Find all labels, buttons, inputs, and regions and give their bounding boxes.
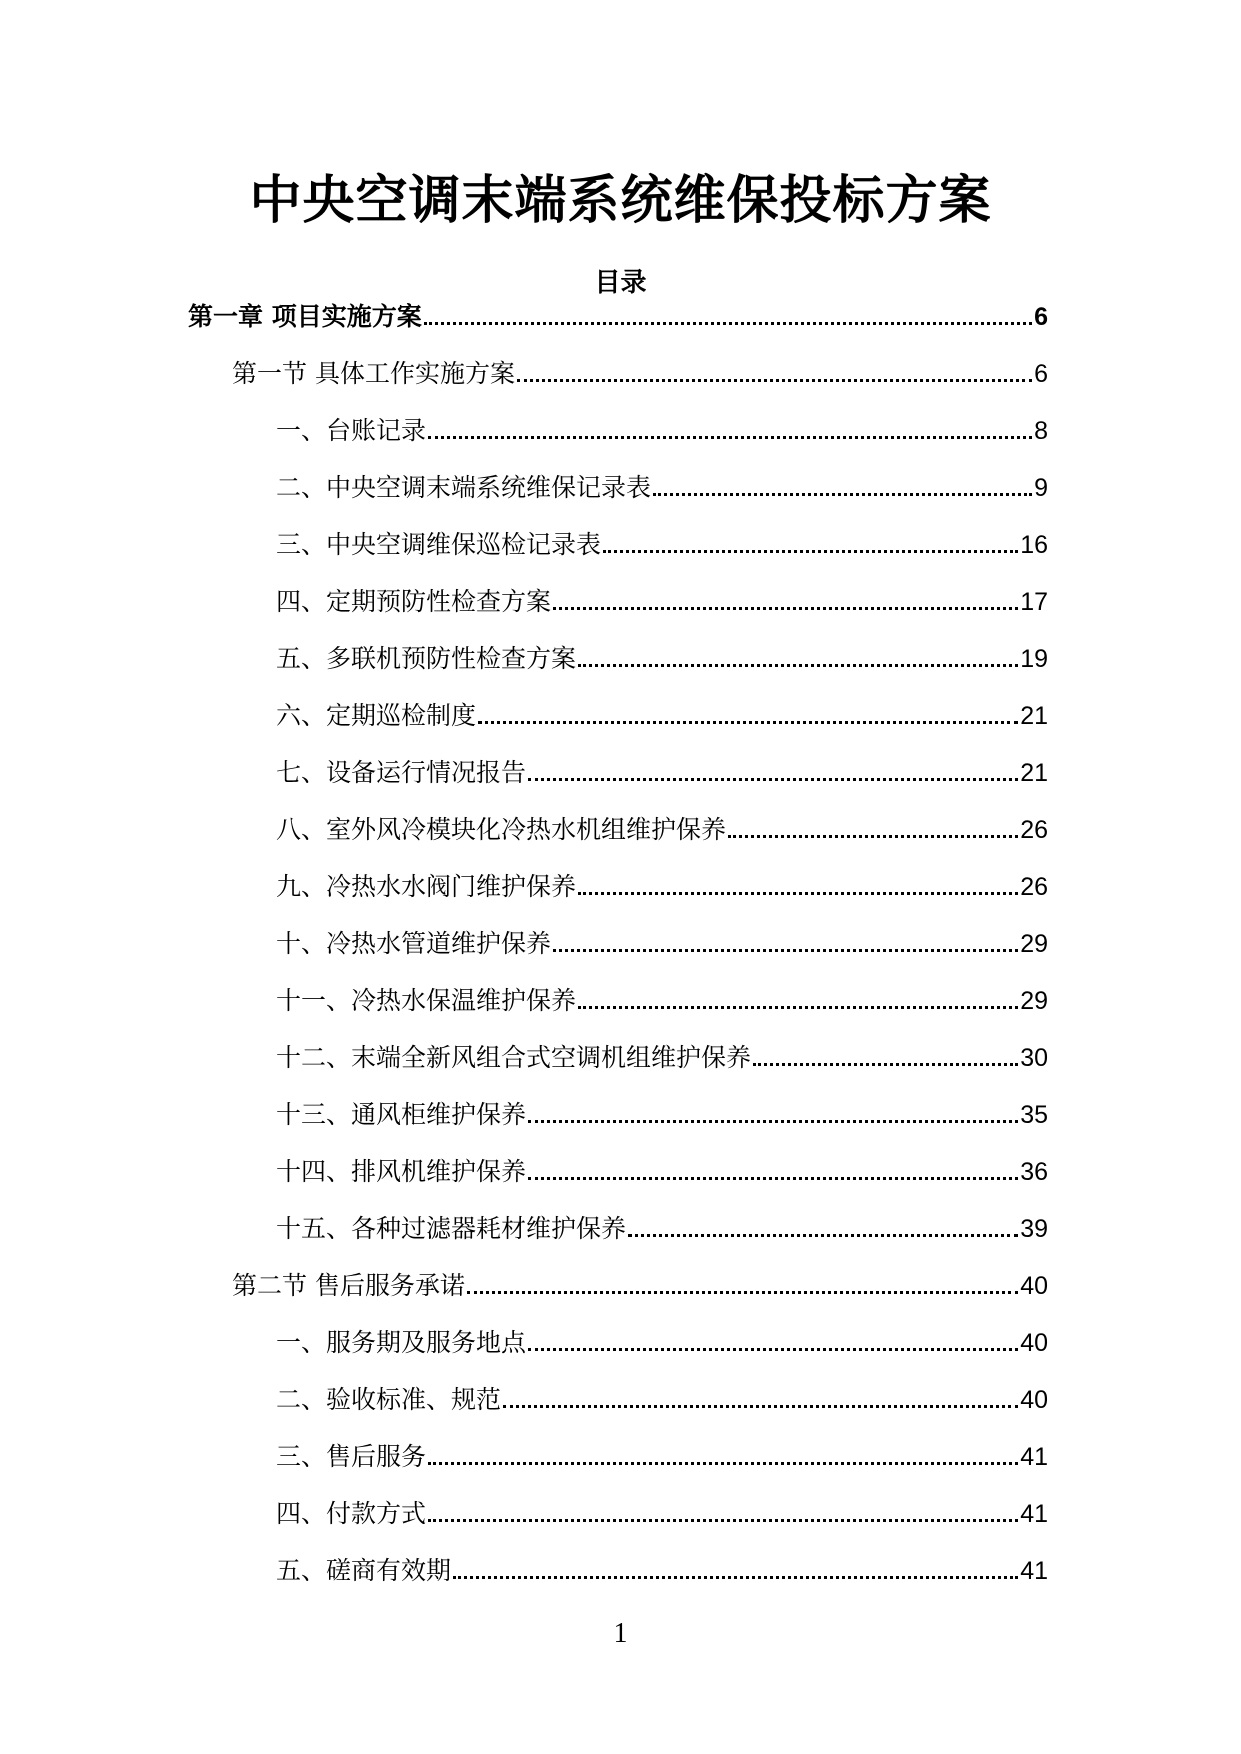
toc-entry-item[interactable] <box>276 806 1048 846</box>
toc-entry-label: 一、服务期及服务地点 <box>276 1328 527 1357</box>
toc-entry-item[interactable] <box>276 407 1048 447</box>
toc-leader-dots <box>467 1291 1018 1294</box>
toc-leader-dots <box>728 835 1018 838</box>
toc-entry-page: 40 <box>1020 1329 1048 1357</box>
toc-entry-label: 三、中央空调维保巡检记录表 <box>276 530 602 559</box>
toc-entry-page: 41 <box>1020 1557 1048 1585</box>
toc-entry-item[interactable] <box>276 578 1048 618</box>
toc-entry-label: 十四、排风机维护保养 <box>276 1157 527 1186</box>
toc-entry-label: 第一章 项目实施方案 <box>188 302 422 331</box>
toc-leader-dots <box>653 493 1032 496</box>
toc-leader-dots <box>553 607 1018 610</box>
toc-entry-item[interactable] <box>276 1091 1048 1131</box>
toc-entry-page: 19 <box>1020 645 1048 673</box>
toc-leader-dots <box>528 778 1018 781</box>
toc-leader-dots <box>424 322 1032 325</box>
toc-entry-label: 五、多联机预防性检查方案 <box>276 644 577 673</box>
toc-leader-dots <box>453 1576 1018 1579</box>
toc-entry-item[interactable] <box>276 863 1048 903</box>
toc-entry-label: 一、台账记录 <box>276 416 427 445</box>
toc-entry-page: 21 <box>1020 702 1048 730</box>
toc-leader-dots <box>517 379 1032 382</box>
toc-entry-label: 第一节 具体工作实施方案 <box>232 359 515 388</box>
toc-leader-dots <box>528 1348 1018 1351</box>
toc-entry-page: 41 <box>1020 1443 1048 1471</box>
toc-leader-dots <box>578 1006 1018 1009</box>
page-number: 1 <box>613 1618 628 1649</box>
toc-entry-page: 36 <box>1020 1158 1048 1186</box>
toc-entry-page: 26 <box>1020 873 1048 901</box>
toc-leader-dots <box>428 1462 1018 1465</box>
toc-entry-page: 9 <box>1034 474 1048 502</box>
toc-entry-page: 17 <box>1020 588 1048 616</box>
toc-entry-item[interactable] <box>276 1205 1048 1245</box>
toc-entry-item[interactable] <box>276 977 1048 1017</box>
toc-heading: 目录 <box>594 268 647 298</box>
toc-entry-page: 35 <box>1020 1101 1048 1129</box>
toc-entry-label: 五、磋商有效期 <box>276 1556 452 1585</box>
toc-entry-label: 二、验收标准、规范 <box>276 1385 502 1414</box>
toc-entry-item[interactable] <box>276 635 1048 675</box>
toc-entry-page: 41 <box>1020 1500 1048 1528</box>
toc-entry-page: 21 <box>1020 759 1048 787</box>
toc-entry-label: 十、冷热水管道维护保养 <box>276 929 552 958</box>
toc-leader-dots <box>578 664 1018 667</box>
toc-entry-page: 40 <box>1020 1272 1048 1300</box>
toc-leader-dots <box>528 1120 1018 1123</box>
toc-entry-label: 十二、末端全新风组合式空调机组维护保养 <box>276 1043 752 1072</box>
toc-entry-item[interactable] <box>276 1490 1048 1530</box>
toc-entry-label: 八、室外风冷模块化冷热水机组维护保养 <box>276 815 727 844</box>
toc-entry-page: 6 <box>1034 303 1048 331</box>
toc-entry-item[interactable] <box>276 464 1048 504</box>
document-title: 中央空调末端系统维保投标方案 <box>249 171 992 231</box>
toc-entry-item[interactable] <box>276 749 1048 789</box>
toc-entry-page: 40 <box>1020 1386 1048 1414</box>
toc-entry-page: 39 <box>1020 1215 1048 1243</box>
toc-entry-section[interactable] <box>232 350 1048 390</box>
toc-leader-dots <box>478 721 1018 724</box>
toc-leader-dots <box>603 550 1018 553</box>
toc-entry-label: 十一、冷热水保温维护保养 <box>276 986 577 1015</box>
toc-leader-dots <box>503 1405 1018 1408</box>
toc-entry-page: 16 <box>1020 531 1048 559</box>
toc-entry-item[interactable] <box>276 1148 1048 1188</box>
toc-entry-item[interactable] <box>276 692 1048 732</box>
toc-entry-page: 30 <box>1020 1044 1048 1072</box>
toc-entry-label: 十五、各种过滤器耗材维护保养 <box>276 1214 627 1243</box>
toc-entry-label: 四、付款方式 <box>276 1499 427 1528</box>
toc-entry-chapter[interactable] <box>188 293 1048 333</box>
toc-entry-label: 第二节 售后服务承诺 <box>232 1271 465 1300</box>
toc-leader-dots <box>628 1234 1018 1237</box>
toc-entry-page: 26 <box>1020 816 1048 844</box>
toc-entry-label: 六、定期巡检制度 <box>276 701 477 730</box>
toc-leader-dots <box>753 1063 1018 1066</box>
toc-entry-page: 29 <box>1020 987 1048 1015</box>
toc-entry-label: 十三、通风柜维护保养 <box>276 1100 527 1129</box>
toc-entry-item[interactable] <box>276 1034 1048 1074</box>
toc-entry-section[interactable] <box>232 1262 1048 1302</box>
toc-entry-label: 九、冷热水水阀门维护保养 <box>276 872 577 901</box>
toc-entry-label: 三、售后服务 <box>276 1442 427 1471</box>
toc-leader-dots <box>578 892 1018 895</box>
toc-entry-label: 二、中央空调末端系统维保记录表 <box>276 473 652 502</box>
toc-entry-item[interactable] <box>276 1319 1048 1359</box>
toc-entry-page: 6 <box>1034 360 1048 388</box>
toc-leader-dots <box>553 949 1018 952</box>
toc-entry-item[interactable] <box>276 521 1048 561</box>
toc-entry-item[interactable] <box>276 1547 1048 1587</box>
toc-entry-item[interactable] <box>276 1376 1048 1416</box>
toc-entry-item[interactable] <box>276 1433 1048 1473</box>
toc-entry-label: 四、定期预防性检查方案 <box>276 587 552 616</box>
toc-leader-dots <box>428 436 1032 439</box>
toc-entry-label: 七、设备运行情况报告 <box>276 758 527 787</box>
toc-entry-item[interactable] <box>276 920 1048 960</box>
toc-entry-page: 8 <box>1034 417 1048 445</box>
toc-leader-dots <box>428 1519 1018 1522</box>
toc-leader-dots <box>528 1177 1018 1180</box>
toc-entry-page: 29 <box>1020 930 1048 958</box>
